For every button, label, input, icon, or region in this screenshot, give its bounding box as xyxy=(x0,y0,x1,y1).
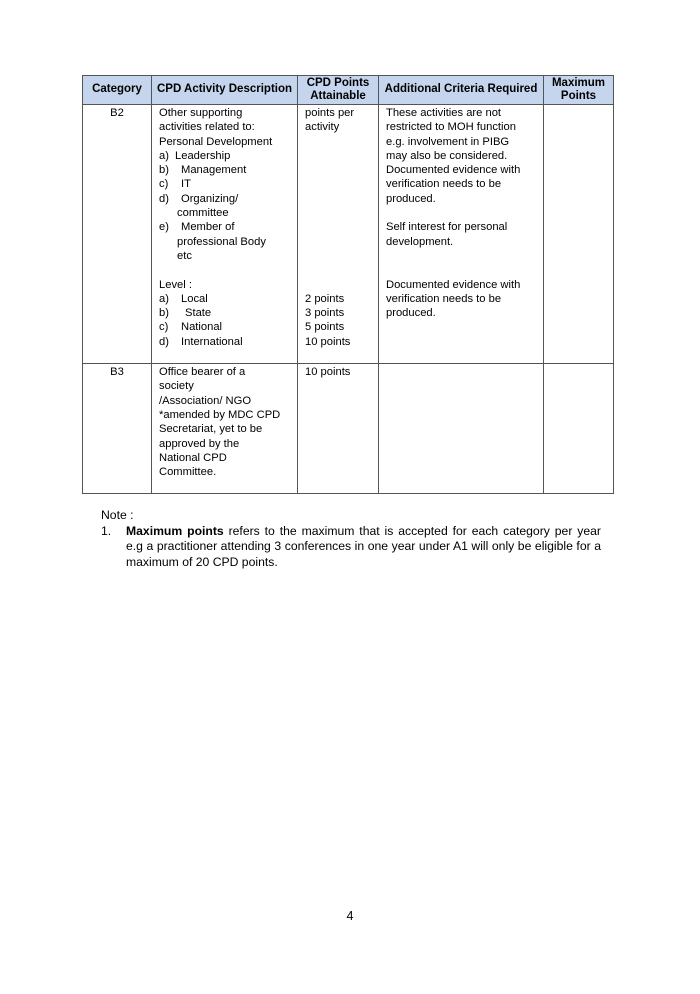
list-item: d) Organizing/ xyxy=(159,192,239,205)
header-additional-criteria: Additional Criteria Required xyxy=(379,76,544,105)
header-activity-description: CPD Activity Description xyxy=(152,76,298,105)
list-item-continuation: professional Body xyxy=(177,235,266,248)
header-category: Category xyxy=(83,76,152,105)
table-row xyxy=(83,364,614,494)
category-cell: B3 xyxy=(83,364,152,494)
list-item-continuation: etc xyxy=(177,249,192,262)
description-cell xyxy=(152,105,298,364)
list-item: e) Member of xyxy=(159,221,235,234)
description-line: society xyxy=(159,380,194,393)
description-line: approved by the xyxy=(159,437,240,450)
points-cell xyxy=(298,105,379,364)
description-line: Committee. xyxy=(159,466,217,479)
list-item: c) IT xyxy=(159,178,191,191)
criteria-line: verification needs to be xyxy=(386,178,502,191)
description-line: Secretariat, yet to be xyxy=(159,423,263,436)
criteria-line: Documented evidence with xyxy=(386,278,521,291)
level-points: 10 points xyxy=(305,335,351,348)
note-title: Note : xyxy=(101,508,134,522)
points-line: 10 points xyxy=(305,366,351,379)
criteria-line: restricted to MOH function xyxy=(386,121,516,134)
points-cell xyxy=(298,364,379,494)
criteria-line: e.g. involvement in PIBG xyxy=(386,135,510,148)
level-item: d) International xyxy=(159,335,243,348)
header-maximum-points: Maximum Points xyxy=(544,76,614,105)
level-item: c) National xyxy=(159,321,223,334)
max-points-cell xyxy=(544,105,614,364)
description-line: activities related to: xyxy=(159,121,255,134)
level-label: Level : xyxy=(159,278,192,291)
cpd-activity-table xyxy=(82,75,614,494)
table-row xyxy=(83,105,614,364)
criteria-line: Documented evidence with xyxy=(386,164,521,177)
max-points-cell xyxy=(544,364,614,494)
points-line: activity xyxy=(305,121,340,134)
list-item: b) Management xyxy=(159,164,247,177)
note-item-body: refers to the maximum that is accepted for each category per year e.g a practitioner attending 3 conferences in one year under A1 will only be eligible for a maximum of 20 CPD points. xyxy=(126,523,601,569)
note-item-number: 1. xyxy=(101,523,112,538)
level-item: b) State xyxy=(159,307,212,320)
description-cell xyxy=(152,364,298,494)
description-line: Office bearer of a xyxy=(159,366,246,379)
description-line: Personal Development xyxy=(159,135,273,148)
level-points: 5 points xyxy=(305,321,345,334)
description-line: National CPD xyxy=(159,451,227,464)
criteria-line: development. xyxy=(386,235,454,248)
category-cell: B2 xyxy=(83,105,152,364)
list-item-continuation: committee xyxy=(177,207,229,220)
level-points: 3 points xyxy=(305,307,345,320)
criteria-cell xyxy=(379,105,544,364)
table-header-row xyxy=(83,76,614,105)
note-item xyxy=(101,524,601,571)
points-line: points per xyxy=(305,107,355,119)
note-item-bold: Maximum points xyxy=(126,523,224,538)
page-number: 4 xyxy=(346,909,354,923)
criteria-line: These activities are not xyxy=(386,107,502,119)
criteria-line: may also be considered. xyxy=(386,149,508,162)
note-section xyxy=(101,508,601,570)
header-points-attainable: CPD Points Attainable xyxy=(298,76,379,105)
criteria-cell xyxy=(379,364,544,494)
description-line: /Association/ NGO xyxy=(159,394,252,407)
description-line: Other supporting xyxy=(159,107,243,119)
list-item: a) Leadership xyxy=(159,149,231,162)
level-points: 2 points xyxy=(305,292,345,305)
criteria-line: produced. xyxy=(386,307,436,320)
description-line: *amended by MDC CPD xyxy=(159,408,281,421)
level-item: a) Local xyxy=(159,292,208,305)
criteria-line: Self interest for personal xyxy=(386,221,508,234)
criteria-line: verification needs to be xyxy=(386,292,502,305)
note-item-text xyxy=(126,524,601,571)
criteria-line: produced. xyxy=(386,192,436,205)
